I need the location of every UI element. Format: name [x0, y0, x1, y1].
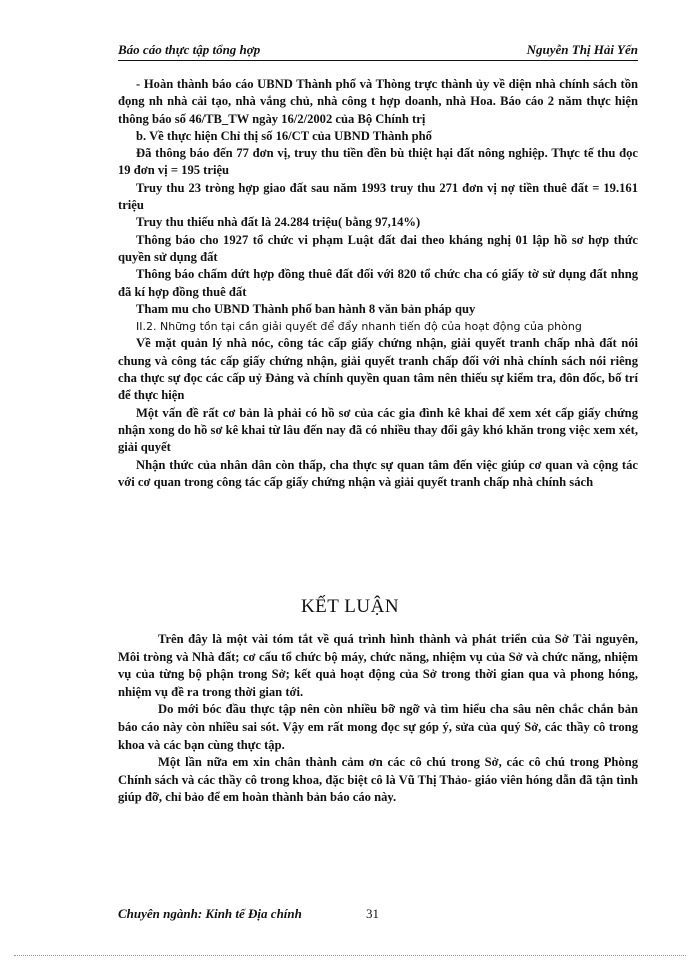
body-paragraph: Về mặt quản lý nhà nóc, công tác cấp giấy chứng nhận, giải quyết tranh chấp nhà đất nói chung và công tác cấp giấy chứng nhận, giải quyết tranh chấp đối với nhà chính sách nói riêng cha thực sự đọc các cấp uỷ Đảng và chính quyền quan tâm nên thiếu sự kiểm tra, đôn đốc, bố trí để thực hiện: [118, 336, 638, 403]
bottom-dotted-divider: [14, 955, 686, 956]
report-body: [118, 76, 638, 491]
footer-major: Chuyên ngành: Kinh tế Địa chính: [118, 906, 302, 921]
body-paragraph: Thông báo cho 1927 tổ chức vi phạm Luật đất đai theo kháng nghị 01 lập hồ sơ hợp thức quyền sử dụng đất: [118, 232, 638, 264]
conclusion-paragraph: Một lần nữa em xin chân thành cảm ơn các cô chú trong Sở, các cô chú trong Phòng Chính sách và các thầy cô trong khoa, đặc biệt cô là Vũ Thị Thảo- giáo viên hóng dẫn đã tận tình giúp đỡ, chỉ bảo để em hoàn thành bản báo cáo này.: [118, 755, 638, 805]
body-paragraph: Một vấn đề rất cơ bản là phải có hồ sơ của các gia đình kê khai để xem xét cấp giấy chứng nhận xong do hồ sơ kê khai từ lâu đến nay đã có nhiều thay đổi gây khó khăn trong việc xem xét, giải quyết: [118, 405, 638, 455]
header-author-name: Nguyễn Thị Hải Yến: [526, 42, 638, 57]
body-paragraph: b. Về thực hiện Chỉ thị số 16/CT của UBND Thành phố: [136, 128, 432, 143]
conclusion-title: KẾT LUẬN: [300, 596, 400, 617]
body-paragraph: Nhận thức của nhân dân còn thấp, cha thực sự quan tâm đến việc giúp cơ quan và cộng tác với cơ quan trong công tác cấp giấy chứng nhận và giải quyết tranh chấp nhà chính sách: [118, 457, 638, 489]
page-footer: [118, 906, 638, 922]
section-heading: II.2. Những tồn tại cần giải quyết để đẩy nhanh tiến độ của hoạt động của phòng: [136, 320, 582, 334]
conclusion-paragraph: Do mới bóc đầu thực tập nên còn nhiều bỡ ngỡ và tìm hiểu cha sâu nên chắc chắn bản báo cáo này còn nhiều sai sót. Vậy em rất mong đọc sự góp ý, sửa của quý Sở, các thầy cô trong khoa và các bạn cùng thực tập.: [118, 702, 638, 752]
body-paragraph: Truy thu 23 tròng hợp giao đất sau năm 1993 truy thu 271 đơn vị nợ tiền thuê đất = 19.161 triệu: [118, 180, 638, 213]
body-paragraph: Tham mu cho UBND Thành phố ban hành 8 văn bản pháp quy: [136, 301, 476, 316]
conclusion-body: [118, 631, 638, 807]
conclusion-paragraph: Trên đây là một vài tóm tắt về quá trình hình thành và phát triển của Sở Tài nguyên, Môi tròng và Nhà đất; cơ cấu tổ chức bộ máy, chức năng, nhiệm vụ của Sở và chức năng, nhiệm vụ của từng bộ phận trong Sở; kết quả hoạt động của Sở trong thời gian qua và phong hóng, nhiệm vụ đề ra trong thời gian tới.: [118, 632, 638, 699]
header-report-title: Báo cáo thực tập tổng hợp: [118, 42, 261, 57]
body-paragraph: Truy thu thiếu nhà đất là 24.284 triệu( bằng 97,14%): [136, 215, 421, 230]
page-number: 31: [366, 906, 379, 921]
body-paragraph: - Hoàn thành báo cáo UBND Thành phố và Thòng trực thành ủy về diện nhà chính sách tồn đọng nh nhà cải tạo, nhà vắng chủ, nhà công t hợp doanh, nhà Hoa. Báo cáo 2 năm thực hiện thông báo số 46/TB_TW ngày 16/2/2002 của Bộ Chính trị: [118, 77, 638, 126]
body-paragraph: Thông báo chấm dứt hợp đồng thuê đất đối với 820 tổ chức cha có giấy tờ sử dụng đất nhng đã kí hợp đồng thuê đất: [118, 267, 638, 299]
body-paragraph: Đã thông báo đến 77 đơn vị, truy thu tiền đền bù thiệt hại đất nông nghiệp. Thực tế thu đọc 19 đơn vị = 195 triệu: [118, 146, 638, 178]
page-header: [118, 40, 638, 61]
